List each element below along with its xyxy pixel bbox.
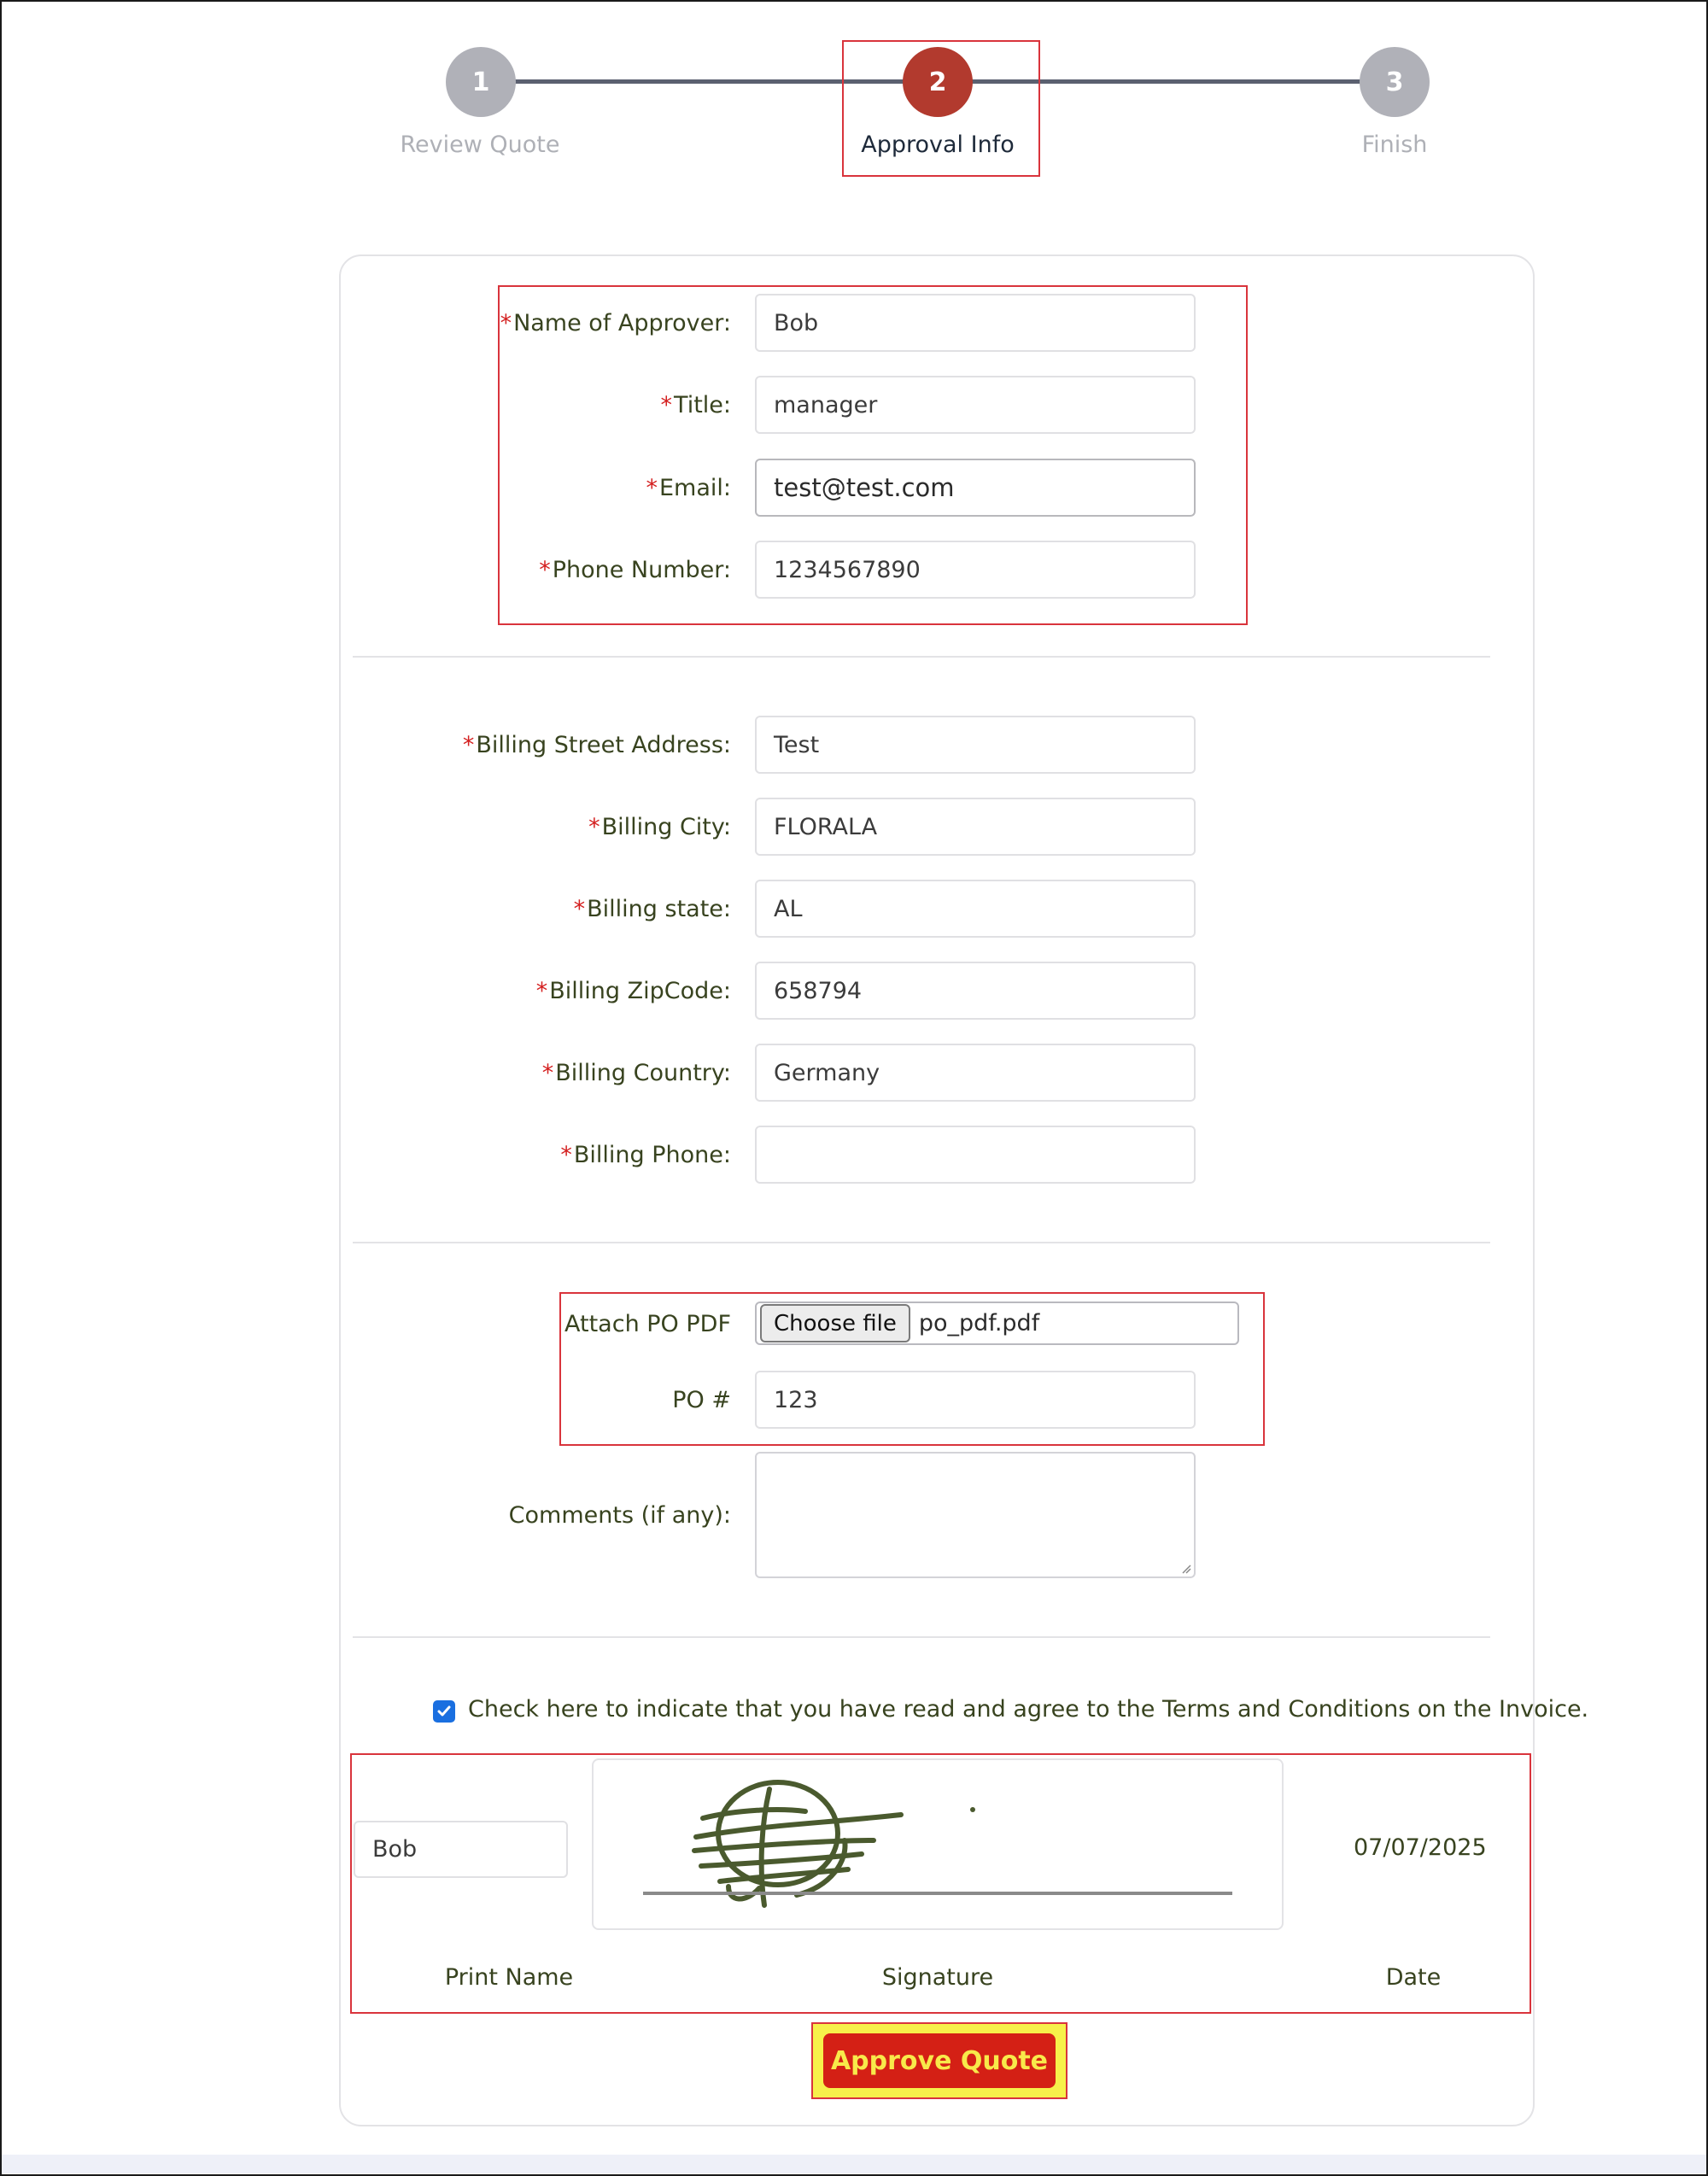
approver-email-input[interactable]: test@test.com bbox=[755, 459, 1196, 517]
billing-phone-input[interactable] bbox=[755, 1126, 1196, 1184]
approver-title-input[interactable]: manager bbox=[755, 376, 1196, 434]
approver-email-label: * Email: bbox=[646, 474, 731, 501]
billing-city-input[interactable]: FLORALA bbox=[755, 798, 1196, 856]
checkmark-icon bbox=[436, 1703, 453, 1720]
step-3-circle[interactable]: 3 bbox=[1360, 47, 1430, 117]
approver-title-label: * Title: bbox=[660, 391, 731, 418]
required-marker: * bbox=[539, 556, 551, 583]
billing-state-label: * Billing state: bbox=[573, 895, 731, 922]
terms-text: Check here to indicate that you have read and agree to the Terms and Conditions on the Invoice. bbox=[468, 1696, 1589, 1723]
approver-phone-input[interactable]: 1234567890 bbox=[755, 541, 1196, 599]
selected-file-name: po_pdf.pdf bbox=[918, 1310, 1040, 1337]
attach-po-label: Attach PO PDF bbox=[564, 1310, 731, 1337]
billing-country-label: * Billing Country: bbox=[541, 1059, 731, 1086]
section-divider bbox=[353, 1242, 1490, 1243]
attach-po-file-input[interactable] bbox=[755, 1302, 1239, 1345]
signature-caption: Signature bbox=[881, 1964, 994, 1991]
print-name-caption: Print Name bbox=[444, 1964, 574, 1991]
step-1-label: Review Quote bbox=[400, 132, 560, 158]
signature-drawing bbox=[592, 1758, 1284, 1930]
required-marker: * bbox=[588, 813, 600, 840]
required-marker: * bbox=[573, 895, 586, 922]
approve-button-highlight bbox=[811, 2022, 1068, 2099]
approver-phone-label: * Phone Number: bbox=[539, 556, 731, 583]
choose-file-button[interactable]: Choose file bbox=[760, 1304, 910, 1342]
required-marker: * bbox=[660, 391, 673, 418]
billing-street-label: * Billing Street Address: bbox=[462, 731, 731, 758]
billing-state-input[interactable]: AL bbox=[755, 880, 1196, 938]
po-number-label: PO # bbox=[672, 1386, 731, 1413]
approver-name-label: * Name of Approver: bbox=[500, 309, 731, 336]
approver-name-input[interactable]: Bob bbox=[755, 294, 1196, 352]
page-footer-strip bbox=[2, 2155, 1706, 2173]
required-marker: * bbox=[462, 731, 475, 758]
step-1-circle[interactable]: 1 bbox=[446, 47, 516, 117]
required-marker: * bbox=[646, 474, 658, 501]
step-2-circle[interactable]: 2 bbox=[903, 47, 973, 117]
print-name-input[interactable]: Bob bbox=[354, 1821, 568, 1878]
comments-label: Comments (if any): bbox=[508, 1501, 731, 1529]
billing-zip-input[interactable]: 658794 bbox=[755, 962, 1196, 1020]
billing-country-input[interactable]: Germany bbox=[755, 1044, 1196, 1102]
billing-street-input[interactable]: Test bbox=[755, 716, 1196, 774]
billing-city-label: * Billing City: bbox=[588, 813, 731, 840]
signature-pad[interactable] bbox=[592, 1758, 1284, 1930]
terms-checkbox[interactable] bbox=[433, 1700, 455, 1723]
section-divider bbox=[353, 656, 1490, 658]
po-number-input[interactable]: 123 bbox=[755, 1371, 1196, 1429]
required-marker: * bbox=[541, 1059, 554, 1086]
resize-grip-icon[interactable] bbox=[1181, 1564, 1191, 1574]
required-marker: * bbox=[560, 1141, 572, 1168]
date-caption: Date bbox=[1385, 1964, 1442, 1991]
step-3-label: Finish bbox=[1361, 132, 1428, 158]
signature-date: 07/07/2025 bbox=[1354, 1834, 1487, 1861]
step-2-label: Approval Info bbox=[861, 132, 1015, 158]
billing-phone-label: * Billing Phone: bbox=[560, 1141, 731, 1168]
comments-textarea[interactable] bbox=[755, 1452, 1196, 1578]
required-marker: * bbox=[500, 309, 512, 336]
billing-zip-label: * Billing ZipCode: bbox=[535, 977, 731, 1004]
section-divider bbox=[353, 1636, 1490, 1638]
required-marker: * bbox=[535, 977, 548, 1004]
approve-quote-button[interactable]: Approve Quote bbox=[823, 2033, 1056, 2088]
